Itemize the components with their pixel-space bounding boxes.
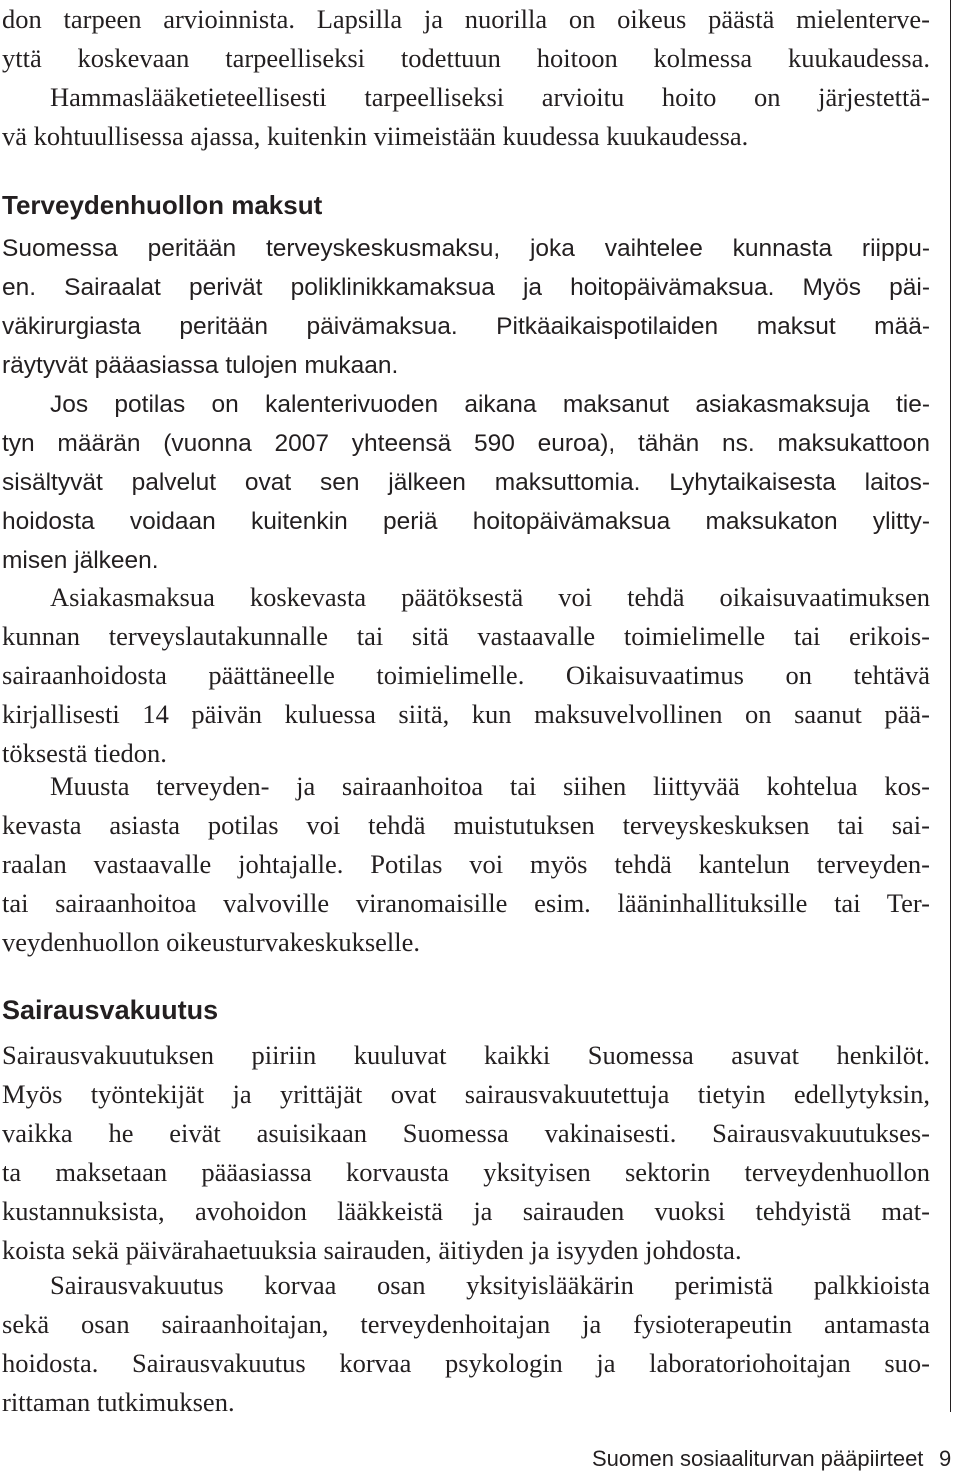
text-line: sairaanhoidosta päättäneelle toimielimelle. Oikaisuvaatimus on tehtävä (2, 660, 930, 690)
text-line: yttä koskevaan tarpeelliseksi todettuun hoitoon kolmessa kuukaudessa. (2, 43, 930, 73)
footer-title: Suomen sosiaaliturvan pääpiirteet (592, 1446, 924, 1471)
text-line: Asiakasmaksua koskevasta päätöksestä voi tehdä oikaisuvaatimuksen (50, 582, 930, 612)
text-line: töksestä tiedon. (2, 738, 167, 768)
text-line: hoidosta voidaan kuitenkin periä hoitopäivämaksua maksukaton ylitty- (2, 508, 930, 535)
text-line: Jos potilas on kalenterivuoden aikana maksanut asiakasmaksuja tie- (50, 391, 930, 418)
section-heading-insurance: Sairausvakuutus (2, 995, 219, 1025)
text-line: ta maksetaan pääasiassa korvausta yksityisen sektorin terveydenhuollon (2, 1157, 930, 1187)
text-line: Hammaslääketieteellisesti tarpeelliseksi arvioitu hoito on järjestettä- (50, 82, 930, 112)
text-line: Sairausvakuutuksen piiriin kuuluvat kaikki Suomessa asuvat henkilöt. (2, 1040, 930, 1070)
text-line: Myös työntekijät ja yrittäjät ovat sairausvakuutettuja tietyin edellytyksin, (2, 1079, 930, 1109)
text-line: rittaman tutkimuksen. (2, 1387, 235, 1417)
text-line: Muusta terveyden- ja sairaanhoitoa tai siihen liittyvää kohtelua kos- (50, 771, 930, 801)
text-line: tai sairaanhoitoa valvoville viranomaisille esim. lääninhallituksille tai Ter- (2, 888, 930, 918)
text-line: tyn määrän (vuonna 2007 yhteensä 590 euroa), tähän ns. maksukattoon (2, 430, 930, 457)
text-line: raalan vastaavalle johtajalle. Potilas voi myös tehdä kantelun terveyden- (2, 849, 930, 879)
text-line: misen jälkeen. (2, 547, 159, 574)
text-line: don tarpeen arvioinnista. Lapsilla ja nuorilla on oikeus päästä mielenterve- (2, 4, 930, 34)
text-line: kirjallisesti 14 päivän kuluessa siitä, kun maksuvelvollinen on saanut pää- (2, 699, 930, 729)
text-line: vä kohtuullisessa ajassa, kuitenkin viimeistään kuudessa kuukaudessa. (2, 121, 749, 151)
margin-rule (950, 0, 951, 1412)
text-line: hoidosta. Sairausvakuutus korvaa psykologin ja laboratoriohoitajan suo- (2, 1348, 930, 1378)
text-line: kustannuksista, avohoidon lääkkeistä ja sairauden vuoksi tehdyistä mat- (2, 1196, 930, 1226)
text-line: kevasta asiasta potilas voi tehdä muistutuksen terveyskeskuksen tai sai- (2, 810, 930, 840)
text-line: en. Sairaalat perivät poliklinikkamaksua ja hoitopäivämaksua. Myös päi- (2, 274, 930, 301)
text-line: väkirurgiasta peritään päivämaksua. Pitkäaikaispotilaiden maksut mää- (2, 313, 930, 340)
section-heading-fees: Terveydenhuollon maksut (2, 190, 323, 220)
text-line: kunnan terveyslautakunnalle tai sitä vastaavalle toimielimelle tai erikois- (2, 621, 930, 651)
text-line: koista sekä päivärahaetuuksia sairauden, äitiyden ja isyyden johdosta. (2, 1235, 742, 1265)
page-number: 9 (939, 1446, 952, 1471)
text-line: räytyvät pääasiassa tulojen mukaan. (2, 352, 399, 379)
text-line: sisältyvät palvelut ovat sen jälkeen maksuttomia. Lyhytaikaisesta laitos- (2, 469, 930, 496)
text-line: Sairausvakuutus korvaa osan yksityislääkärin perimistä palkkioista (50, 1270, 930, 1300)
text-line: veydenhuollon oikeusturvakeskukselle. (2, 927, 421, 957)
text-line: Suomessa peritään terveyskeskusmaksu, joka vaihtelee kunnasta riippu- (2, 235, 930, 262)
text-line: sekä osan sairaanhoitajan, terveydenhoitajan ja fysioterapeutin antamasta (2, 1309, 930, 1339)
text-line: vaikka he eivät asuisikaan Suomessa vakinaisesti. Sairausvakuutukses- (2, 1118, 930, 1148)
